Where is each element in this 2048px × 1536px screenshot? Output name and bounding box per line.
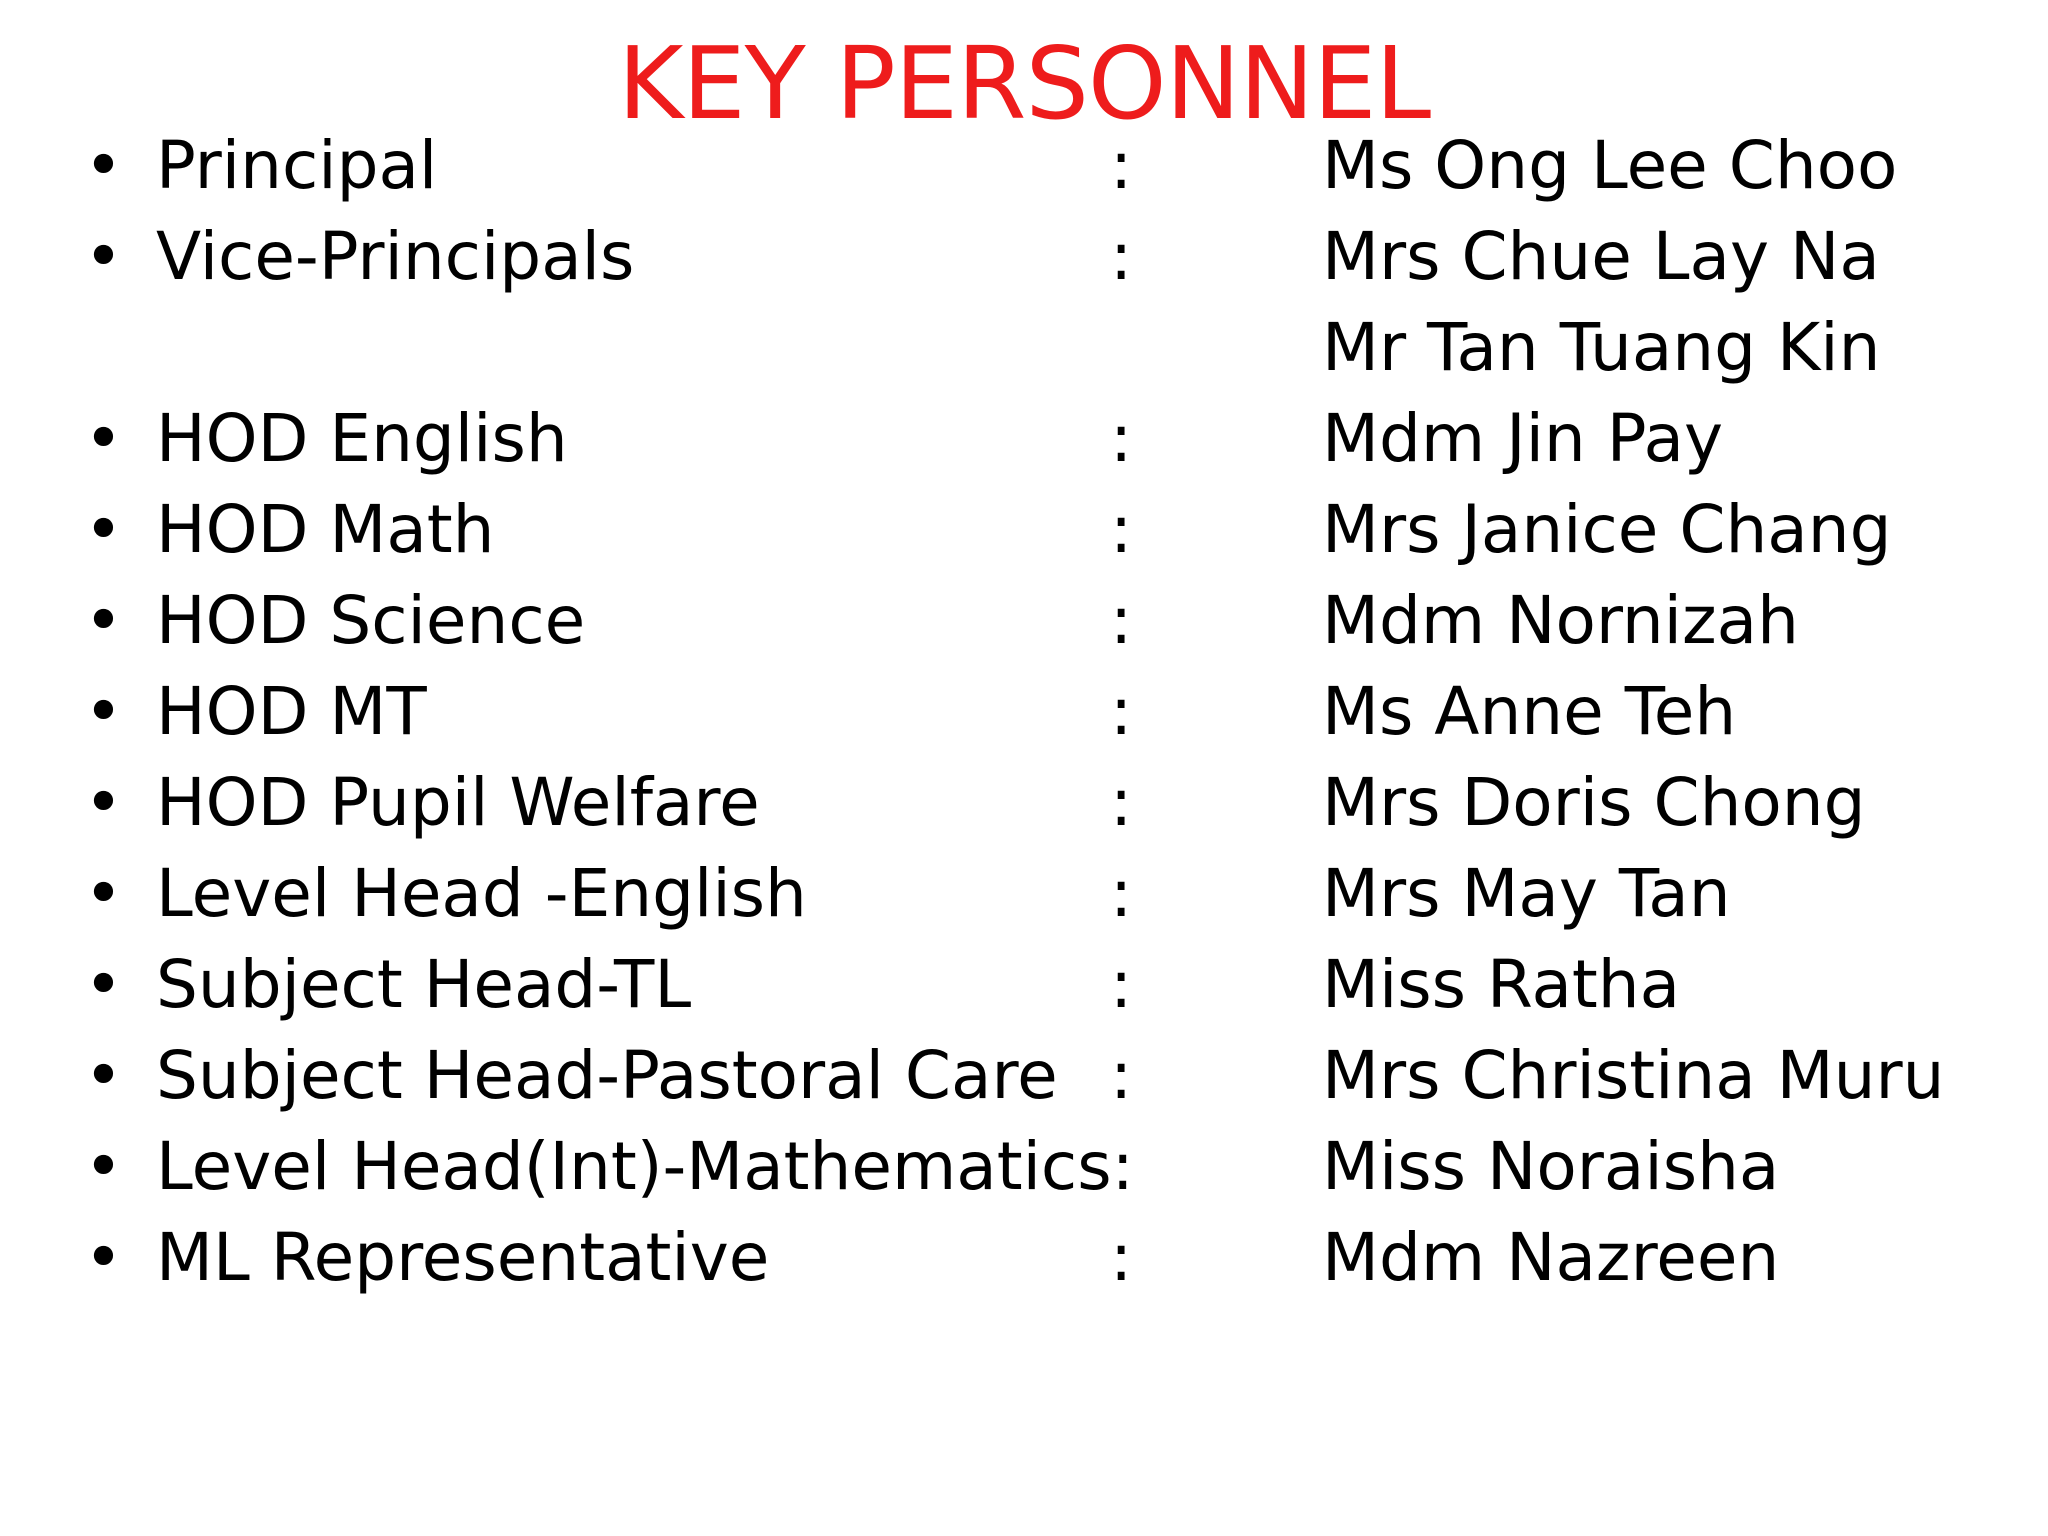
list-item (0, 393, 2048, 484)
list-item (0, 1121, 2048, 1212)
bullet-icon: • (84, 218, 123, 295)
person-name: Mdm Nazreen (1322, 1219, 1780, 1296)
role-label: HOD MT (156, 673, 427, 750)
bullet-icon: • (84, 1037, 123, 1114)
role-label: HOD Math (156, 491, 495, 568)
list-item (0, 211, 2048, 302)
person-name: Mrs Janice Chang (1322, 491, 1892, 568)
person-name: Mrs Doris Chong (1322, 764, 1866, 841)
colon-separator: : (1110, 673, 1133, 750)
role-label: Level Head(Int)-Mathematics: (156, 1128, 1134, 1205)
person-name: Ms Ong Lee Choo (1322, 127, 1898, 204)
list-item (0, 666, 2048, 757)
role-label: HOD English (156, 400, 568, 477)
role-label: Principal (156, 127, 438, 204)
bullet-icon: • (84, 1128, 123, 1205)
role-label: Vice-Principals (156, 218, 635, 295)
colon-separator: : (1110, 218, 1133, 295)
list-item (0, 575, 2048, 666)
bullet-icon: • (84, 127, 123, 204)
colon-separator: : (1110, 127, 1133, 204)
person-name: Mrs May Tan (1322, 855, 1731, 932)
list-item (0, 939, 2048, 1030)
person-name: Mdm Jin Pay (1322, 400, 1724, 477)
page-title: KEY PERSONNEL (617, 25, 1431, 142)
list-item (0, 484, 2048, 575)
colon-separator: : (1110, 582, 1133, 659)
person-name: Miss Ratha (1322, 946, 1681, 1023)
list-item (0, 848, 2048, 939)
role-label: HOD Science (156, 582, 586, 659)
person-name: Miss Noraisha (1322, 1128, 1780, 1205)
bullet-icon: • (84, 673, 123, 750)
colon-separator: : (1110, 1037, 1133, 1114)
bullet-icon: • (84, 764, 123, 841)
bullet-icon: • (84, 582, 123, 659)
person-name: Mrs Chue Lay Na (1322, 218, 1880, 295)
person-name: Ms Anne Teh (1322, 673, 1737, 750)
role-label: ML Representative (156, 1219, 770, 1296)
bullet-icon: • (84, 1219, 123, 1296)
bullet-icon: • (84, 491, 123, 568)
personnel-list (0, 120, 2048, 1303)
list-item (0, 120, 2048, 211)
role-label: HOD Pupil Welfare (156, 764, 760, 841)
role-label: Subject Head-Pastoral Care (156, 1037, 1058, 1114)
role-label: Subject Head-TL (156, 946, 692, 1023)
list-item (0, 1212, 2048, 1303)
colon-separator: : (1110, 946, 1133, 1023)
colon-separator: : (1110, 400, 1133, 477)
colon-separator: : (1110, 764, 1133, 841)
bullet-icon: • (84, 946, 123, 1023)
person-name: Mrs Christina Muru (1322, 1037, 1945, 1114)
colon-separator: : (1110, 855, 1133, 932)
person-name: Mdm Nornizah (1322, 582, 1799, 659)
bullet-icon: • (84, 400, 123, 477)
colon-separator: : (1110, 491, 1133, 568)
bullet-icon: • (84, 855, 123, 932)
list-item (0, 757, 2048, 848)
person-name: Mr Tan Tuang Kin (1322, 309, 1881, 386)
role-label: Level Head -English (156, 855, 807, 932)
list-item (0, 1030, 2048, 1121)
colon-separator: : (1110, 1219, 1133, 1296)
list-item (0, 302, 2048, 393)
